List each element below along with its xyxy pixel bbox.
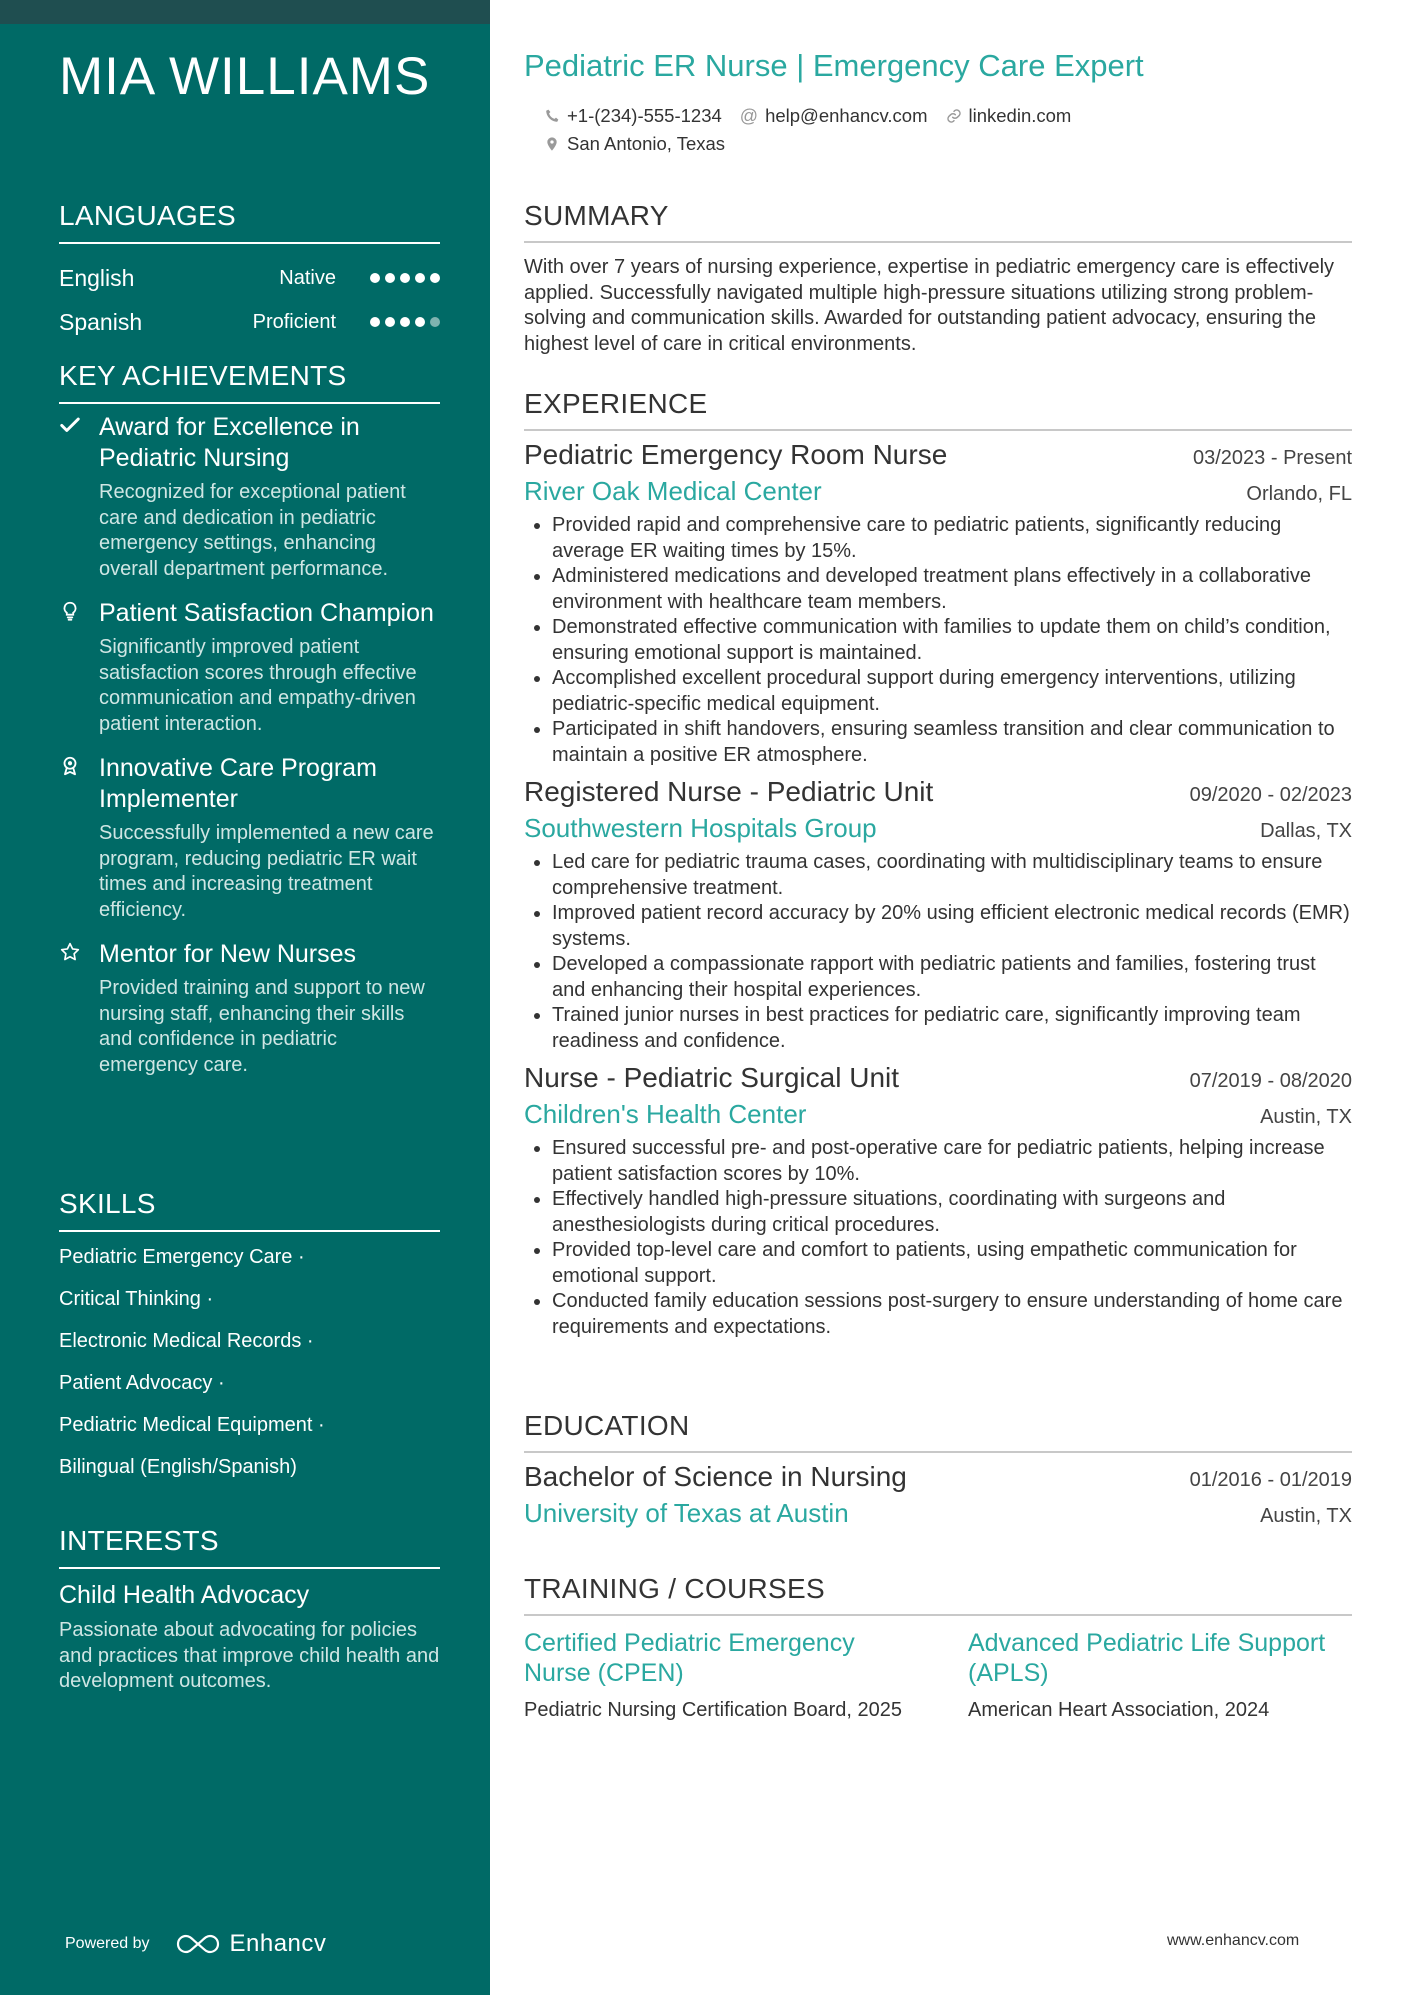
linkedin-text: linkedin.com [968,105,1072,126]
medal-icon [59,753,99,923]
interest-title: Child Health Advocacy [59,1581,310,1609]
achievement-item [59,598,440,737]
email-item[interactable] [740,105,928,127]
training-heading: TRAINING / COURSES [524,1573,1352,1616]
rating-dot-filled [430,273,440,283]
job-entry [524,1062,1352,1340]
bullet-item: • Provided top-level care and comfort to patients, using empathetic communication for emotional support. [552,1238,1352,1289]
job-bullets [524,513,1352,768]
bullet-item: • Trained junior nurses in best practices for pediatric care, significantly improving team readiness and confidence. [552,1003,1352,1054]
education-school: University of Texas at Austin [524,1498,849,1528]
language-name: English [59,264,135,291]
skills-section [59,1188,440,1488]
skill-item: Critical Thinking · [59,1288,214,1310]
skills-heading: SKILLS [59,1188,440,1232]
enhancv-logo-text: Enhancv [229,1930,327,1957]
rating-dot-filled [385,317,395,327]
bullet-item: • Effectively handled high-pressure situations, coordinating with surgeons and anesthesiologists during critical procedures. [552,1187,1352,1238]
rating-dot-filled [400,317,410,327]
powered-by-label: Powered by [65,1935,150,1952]
job-location: Orlando, FL [1246,483,1352,505]
education-degree: Bachelor of Science in Nursing [524,1461,907,1492]
job-location: Dallas, TX [1260,820,1352,842]
sidebar [0,0,490,1995]
summary-section [524,200,1352,357]
language-rating [366,273,440,283]
course-desc: American Heart Association, 2024 [968,1699,1270,1721]
phone-icon [544,108,560,124]
rating-dot-filled [385,273,395,283]
lightbulb-icon [59,598,99,737]
achievement-item [59,939,440,1078]
enhancv-logo-icon [176,1933,220,1955]
achievement-item [59,412,440,582]
course-title: Certified Pediatric Emergency Nurse (CPEN) [524,1629,855,1687]
footer-url[interactable]: www.enhancv.com [1167,1932,1300,1949]
achievement-title: Mentor for New Nurses [99,940,357,968]
interest-desc: Passionate about advocating for policies and practices that improve child health and development outcomes. [59,1619,440,1692]
job-entry [524,439,1352,768]
achievement-title: Innovative Care Program Implementer [99,754,377,813]
location-text: San Antonio, Texas [567,133,726,154]
job-title: Registered Nurse - Pediatric Unit [524,776,934,807]
bullet-item: • Improved patient record accuracy by 20% using efficient electronic medical records (EMR) systems. [552,901,1352,952]
sidebar-top-band [0,0,490,24]
link-icon [946,108,962,124]
email-text: help@enhancv.com [765,105,928,126]
education-dates: 01/2016 - 01/2019 [1189,1469,1352,1491]
achievement-desc: Provided training and support to new nursing staff, enhancing their skills and confidence in pediatric emergency care. [99,977,425,1076]
education-section [524,1410,1352,1529]
powered-by [65,1930,326,1958]
check-icon [59,412,99,582]
job-entry [524,776,1352,1054]
job-company: Southwestern Hospitals Group [524,813,877,843]
languages-heading: LANGUAGES [59,200,440,244]
language-rating [366,317,440,327]
rating-dot-filled [370,317,380,327]
training-section [524,1573,1352,1724]
achievements-heading: KEY ACHIEVEMENTS [59,360,440,404]
interests-heading: INTERESTS [59,1525,440,1569]
enhancv-logo[interactable] [176,1930,327,1958]
job-location: Austin, TX [1260,1106,1352,1128]
skill-item: Electronic Medical Records · [59,1330,314,1352]
skill-item: Pediatric Emergency Care · [59,1246,305,1268]
course-desc: Pediatric Nursing Certification Board, 2025 [524,1699,902,1721]
bullet-item: • Provided rapid and comprehensive care to pediatric patients, significantly reducing average ER waiting times by 15%. [552,513,1352,564]
rating-dot-filled [400,273,410,283]
bullet-item: • Led care for pediatric trauma cases, coordinating with multidisciplinary teams to ensure comprehensive treatment. [552,850,1352,901]
job-dates: 03/2023 - Present [1193,447,1352,469]
language-name: Spanish [59,308,143,335]
headline: Pediatric ER Nurse | Emergency Care Expert [524,48,1144,83]
job-title: Nurse - Pediatric Surgical Unit [524,1062,900,1093]
achievement-desc: Significantly improved patient satisfaction scores through effective communication and empathy-driven patient interaction. [99,636,417,735]
job-company: Children's Health Center [524,1099,807,1129]
languages-section [59,200,440,344]
course-item [968,1628,1352,1724]
bullet-item: • Administered medications and developed treatment plans effectively in a collaborative environment with healthcare team members. [552,564,1352,615]
bullet-item: • Developed a compassionate rapport with pediatric patients and families, fostering trust and enhancing their hospital experiences. [552,952,1352,1003]
candidate-name: MIA WILLIAMS [59,47,431,106]
language-level: Native [279,266,336,289]
rating-dot-filled [415,317,425,327]
achievement-desc: Recognized for exceptional patient care and dedication in pediatric emergency settings, enhancing overall department performance. [99,481,406,580]
star-icon [59,939,99,1078]
phone-item[interactable] [544,105,722,127]
experience-section [524,388,1352,1348]
language-level: Proficient [252,310,336,333]
job-dates: 09/2020 - 02/2023 [1189,784,1352,806]
bullet-item: • Participated in shift handovers, ensuring seamless transition and clear communication to maintain a positive ER atmosphere. [552,717,1352,768]
phone-text: +1-(234)-555-1234 [567,105,722,126]
summary-text: With over 7 years of nursing experience, expertise in pediatric emergency care is effectively applied. Successfully navigated multiple high-pressure situations utilizing strong problem-solving and communication skills. Awarded for outstanding patient advocacy, ensuring the highest level of care in critical environments. [524,256,1335,355]
location-pin-icon [544,136,560,152]
bullet-item: • Ensured successful pre- and post-operative care for pediatric patients, helping increase patient satisfaction scores by 10%. [552,1136,1352,1187]
location-item [544,133,725,155]
rating-dot-empty [430,317,440,327]
achievement-title: Award for Excellence in Pediatric Nursing [99,413,360,472]
job-company: River Oak Medical Center [524,476,822,506]
experience-heading: EXPERIENCE [524,388,1352,431]
rating-dot-filled [370,273,380,283]
job-bullets [524,1136,1352,1340]
contact-info [544,102,1071,158]
skill-item: Patient Advocacy · [59,1372,225,1394]
job-title: Pediatric Emergency Room Nurse [524,439,948,470]
education-heading: EDUCATION [524,1410,1352,1453]
achievement-item [59,753,440,923]
summary-heading: SUMMARY [524,200,1352,243]
job-bullets [524,850,1352,1054]
skill-item: Bilingual (English/Spanish) [59,1456,297,1478]
language-row [59,300,440,344]
linkedin-item[interactable] [946,105,1072,127]
bullet-item: • Accomplished excellent procedural support during emergency interventions, utilizing pediatric-specific medical equipment. [552,666,1352,717]
job-dates: 07/2019 - 08/2020 [1189,1070,1352,1092]
skill-item: Pediatric Medical Equipment · [59,1414,325,1436]
education-location: Austin, TX [1260,1505,1352,1527]
course-title: Advanced Pediatric Life Support (APLS) [968,1629,1326,1687]
achievements-section [59,360,440,1094]
interests-section [59,1525,440,1695]
at-icon: @ [739,105,759,126]
language-row [59,256,440,300]
achievement-desc: Successfully implemented a new care program, reducing pediatric ER wait times and increasing treatment efficiency. [99,822,434,921]
bullet-item: • Conducted family education sessions post-surgery to ensure understanding of home care requirements and expectations. [552,1289,1352,1340]
rating-dot-filled [415,273,425,283]
bullet-item: • Demonstrated effective communication with families to update them on child’s condition, ensuring emotional support is maintained. [552,615,1352,666]
achievement-title: Patient Satisfaction Champion [99,599,434,627]
course-item [524,1628,908,1724]
